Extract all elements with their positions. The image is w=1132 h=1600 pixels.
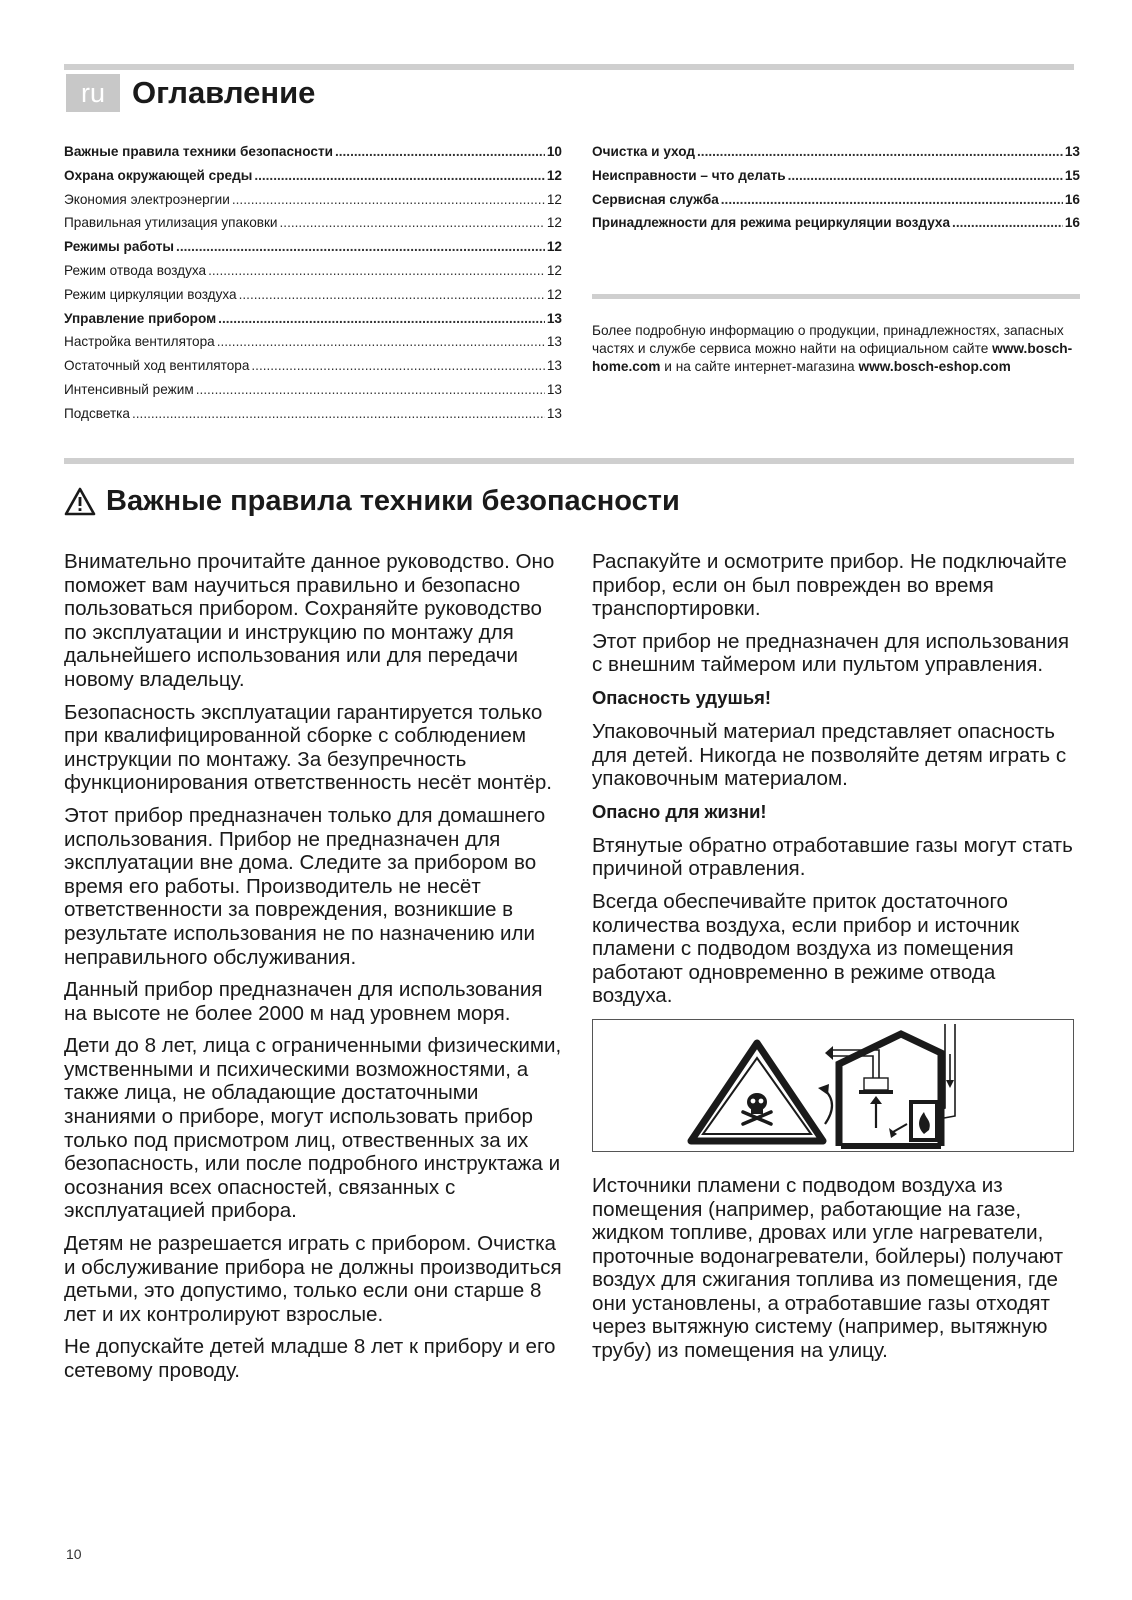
exhaust-arrow-icon xyxy=(825,1046,833,1060)
safety-section-title xyxy=(64,484,680,518)
danger-to-life-heading: Опасно для жизни! xyxy=(592,800,767,822)
toc-entry-page: 15 xyxy=(1064,167,1080,183)
toc-entry[interactable] xyxy=(64,144,562,168)
paragraph: Детям не разрешается играть с прибором. Очистка и обслуживание прибора не должны производиться детьми, это допустимо, только если они старше 8 лет и их контролируют взрослые. xyxy=(64,1232,562,1326)
section-divider xyxy=(64,458,1074,464)
up-arrow-icon xyxy=(870,1096,882,1104)
toc-leader-dots xyxy=(254,168,545,183)
toc-leader-dots xyxy=(251,358,544,373)
toc-right-column xyxy=(592,144,1080,239)
poison-hazard-illustration xyxy=(593,1020,1075,1153)
toc-entry-label: Остаточный ход вентилятора xyxy=(64,358,250,374)
toc-leader-dots xyxy=(208,263,545,278)
toc-entry-page: 12 xyxy=(546,262,562,278)
toc-entry-page: 13 xyxy=(546,310,562,326)
toc-leader-dots xyxy=(176,239,545,254)
toc-entry-label: Очистка и уход xyxy=(592,144,696,159)
toc-entry[interactable] xyxy=(64,382,562,406)
toc-leader-dots xyxy=(280,215,545,230)
toc-entry-page: 12 xyxy=(546,286,562,302)
toc-leader-dots xyxy=(218,311,545,326)
exhaust-gas-hazard-figure xyxy=(592,1019,1074,1152)
toc-entry-page: 12 xyxy=(546,191,562,207)
toc-entry-page: 12 xyxy=(546,167,562,183)
toc-entry-label: Интенсивный режим xyxy=(64,381,194,397)
toc-left-column xyxy=(64,144,562,430)
paragraph: Распакуйте и осмотрите прибор. Не подключайте прибор, если он был поврежден во время транспортировки. xyxy=(592,550,1067,621)
paragraph: Источники пламени с подводом воздуха из помещения (например, работающие на газе, жидком топливе, дровах или угле нагреватели, проточные водонагреватели, бойлеры) получают воздух для сжигания топлива из помещения, где они установлены, а отработавшие газы отходят через вытяжную систему (например, вытяжную трубу) из помещения на улицу. xyxy=(592,1173,1064,1363)
toc-entry-page: 10 xyxy=(546,144,562,159)
toc-leader-dots xyxy=(196,382,545,397)
toc-entry-label: Подсветка xyxy=(64,405,130,421)
toc-entry-label: Экономия электроэнергии xyxy=(64,191,230,207)
toc-entry[interactable] xyxy=(64,406,562,430)
toc-entry[interactable] xyxy=(64,287,562,311)
toc-entry-page: 13 xyxy=(1064,144,1080,159)
paragraph: Упаковочный материал представляет опасность для детей. Никогда не позволяйте детям играть с упаковочным материалом. xyxy=(592,719,1067,791)
toc-entry-label: Правильная утилизация упаковки xyxy=(64,215,278,231)
toc-entry-label: Режим отвода воздуха xyxy=(64,262,207,278)
toc-entry[interactable] xyxy=(64,263,562,287)
paragraph: Втянутые обратно отработавшие газы могут стать причиной отравления. xyxy=(592,833,1073,881)
toc-leader-dots xyxy=(217,334,545,349)
down-arrow-icon xyxy=(946,1080,954,1088)
toc-entry-page: 13 xyxy=(546,405,562,421)
toc-leader-dots xyxy=(239,287,545,302)
toc-leader-dots xyxy=(721,192,1063,207)
toc-entry[interactable] xyxy=(64,168,562,192)
toc-entry[interactable] xyxy=(64,239,562,263)
toc-entry-page: 13 xyxy=(546,358,562,374)
toc-entry-label: Принадлежности для режима рециркуляции воздуха xyxy=(592,215,951,231)
toc-entry-page: 16 xyxy=(1064,215,1080,231)
info-divider xyxy=(592,294,1080,299)
paragraph: Дети до 8 лет, лица с ограниченными физическими, умственными и психическими возможностями, а также лица, не обладающие достаточными знаниями о приборе, могут использовать прибор только под присмотром лиц, отвественных за их безопасность, или после подробного инструктажа и осознания всех опасностей, связанных с эксплуатацией прибора. xyxy=(64,1034,562,1223)
warning-triangle-icon xyxy=(64,487,96,516)
toc-leader-dots xyxy=(132,406,545,421)
toc-entry[interactable] xyxy=(64,334,562,358)
paragraph: Не допускайте детей младше 8 лет к прибору и его сетевому проводу. xyxy=(64,1335,556,1382)
toc-entry-label: Важные правила техники безопасности xyxy=(64,144,333,159)
toc-entry-page: 13 xyxy=(546,381,562,397)
info-text-1: Более подробную информацию о продукции, принадлежностях, запасных частях и службе сервиса можно найти на официальном сайте xyxy=(592,323,1064,357)
paragraph: Безопасность эксплуатации гарантируется только при квалифицированной сборке с соблюдением инструкции по монтажу. За безупречность функционирования ответственность несёт монтёр. xyxy=(64,700,552,795)
language-badge: ru xyxy=(66,74,120,112)
toc-entry-label: Сервисная служба xyxy=(592,191,719,207)
toc-entry[interactable] xyxy=(64,358,562,382)
toc-entry-page: 12 xyxy=(546,215,562,231)
info-text-2: и на сайте интернет-магазина xyxy=(660,359,859,375)
toc-entry-label: Режим циркуляции воздуха xyxy=(64,286,237,302)
suffocation-warning-heading: Опасность удушья! xyxy=(592,686,772,708)
toc-entry[interactable] xyxy=(592,192,1080,216)
toc-entry[interactable] xyxy=(64,192,562,216)
skull-warning-triangle-icon xyxy=(691,1043,823,1141)
toc-entry-label: Управление прибором xyxy=(64,310,217,326)
paragraph: Данный прибор предназначен для использования на высоте не более 2000 м над уровнем моря. xyxy=(64,978,543,1025)
toc-entry-label: Режимы работы xyxy=(64,239,175,255)
paragraph: Этот прибор предназначен только для домашнего использования. Прибор не предназначен для эксплуатации вне дома. Следите за прибором во время его работы. Производитель не несёт ответственности за повреждения, возникшие в результате использования не по назначению или неправильного обслуживания. xyxy=(64,803,546,969)
paragraph: Всегда обеспечивайте приток достаточного количества воздуха, если прибор и источник пламени с подводом воздуха из помещения работают одновременно в режиме отвода воздуха. xyxy=(592,889,1020,1008)
toc-leader-dots xyxy=(697,144,1063,159)
toc-entry[interactable] xyxy=(64,215,562,239)
toc-leader-dots xyxy=(952,215,1063,230)
toc-entry-page: 16 xyxy=(1064,191,1080,207)
safety-right-column xyxy=(592,550,1080,1372)
toc-leader-dots xyxy=(232,192,545,207)
toc-entry-page: 12 xyxy=(546,239,562,255)
top-divider xyxy=(64,64,1074,70)
paragraph: Этот прибор не предназначен для использования с внешним таймером или пультом управления. xyxy=(592,629,1070,677)
safety-left-column xyxy=(64,550,564,1392)
paragraph: Внимательно прочитайте данное руководство. Оно поможет вам научиться правильно и безопасно пользоваться прибором. Сохраняйте руководство по эксплуатации и инструкцию по монтажу для дальнейшего использования или для передачи новому владельцу. xyxy=(64,550,555,691)
toc-entry[interactable] xyxy=(64,311,562,335)
range-hood-icon xyxy=(864,1078,888,1090)
toc-leader-dots xyxy=(788,168,1063,183)
return-arrow-icon xyxy=(818,1084,829,1095)
toc-entry[interactable] xyxy=(592,168,1080,192)
info-paragraph xyxy=(592,322,1082,377)
toc-entry-label: Охрана окружающей среды xyxy=(64,167,253,183)
safety-title-text: Важные правила техники безопасности xyxy=(106,485,680,517)
toc-entry[interactable] xyxy=(592,215,1080,239)
toc-leader-dots xyxy=(335,144,545,159)
toc-entry-label: Настройка вентилятора xyxy=(64,334,215,350)
toc-entry-label: Неисправности – что делать xyxy=(592,167,786,183)
toc-entry[interactable] xyxy=(592,144,1080,168)
page-number: 10 xyxy=(66,1546,82,1562)
bosch-eshop-link[interactable]: www.bosch-eshop.com xyxy=(858,359,1011,375)
toc-title: Оглавление xyxy=(132,75,316,110)
toc-entry-page: 13 xyxy=(546,334,562,350)
bosch-home-link[interactable]: www.bosch-home.com xyxy=(592,341,1073,375)
